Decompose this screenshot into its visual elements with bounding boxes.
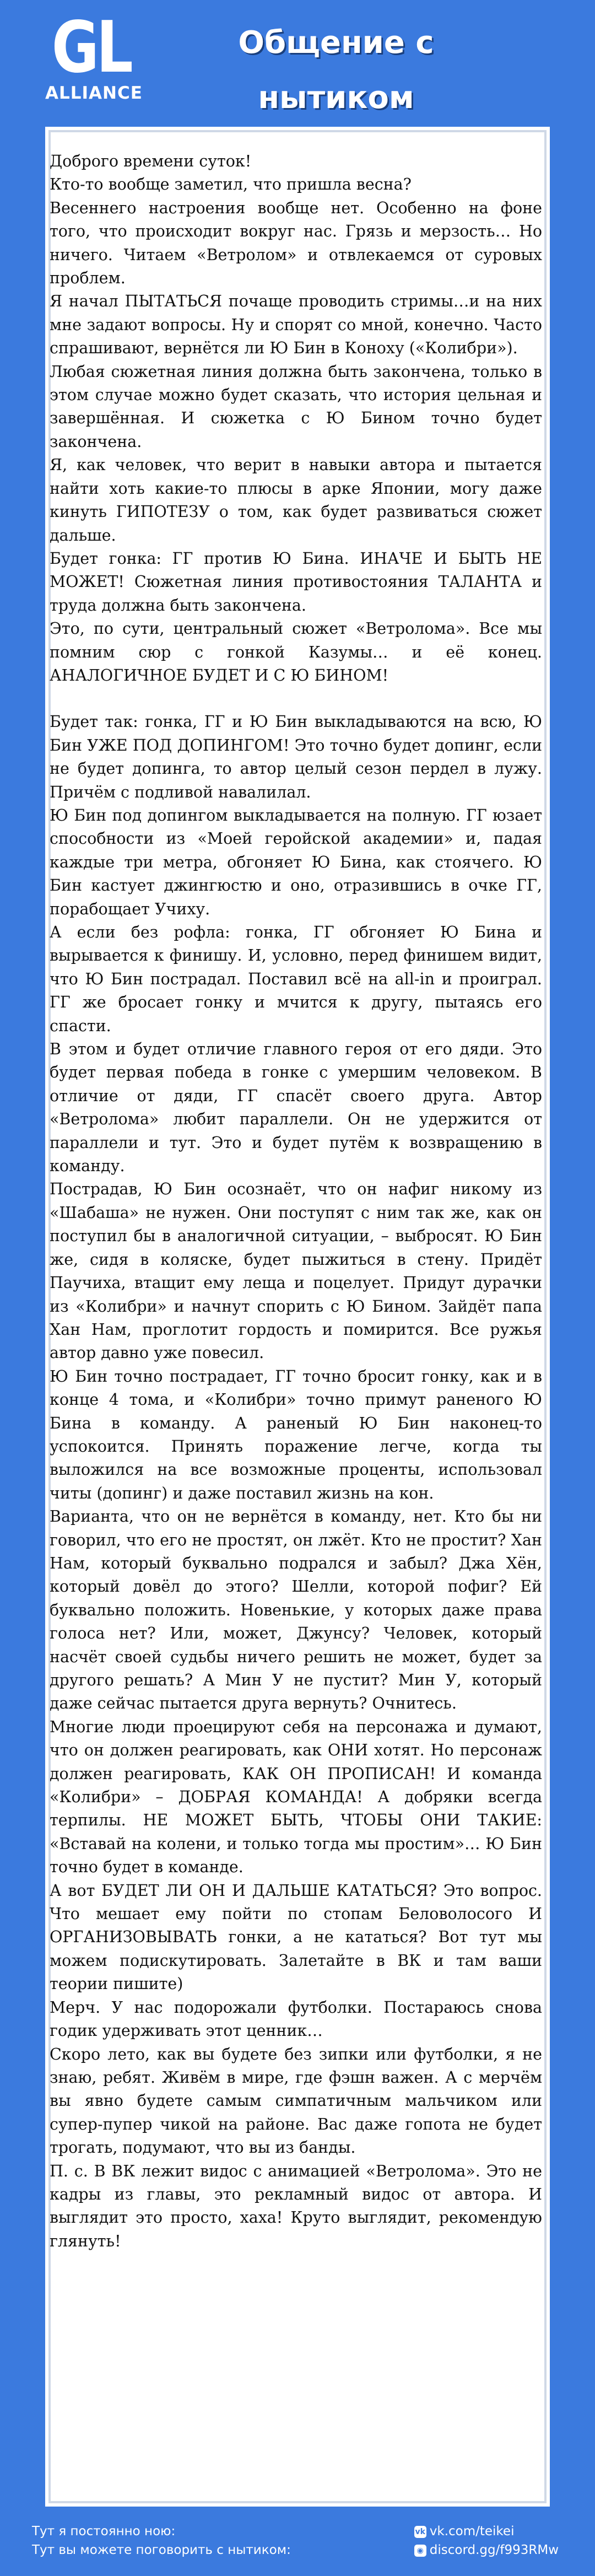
logo-sub-text: ALLIANCE bbox=[45, 83, 143, 103]
footer-caption-vk: Тут я постоянно ною: bbox=[32, 2524, 176, 2539]
paragraph: Ю Бин точно пострадает, ГГ точно бросит гонку, как и в конце 4 тома, и «Колибри» точно примут раненого Ю Бина в команду. А раненый Ю Бин наконец-то успокоится. Принять поражение легче, когда ты выложился на все возможные проценты, использовал читы (допинг) и даже поставил жизнь на кон. bbox=[50, 1367, 542, 1502]
vk-link[interactable] bbox=[414, 2522, 559, 2541]
paragraph: Будет гонка: ГГ против Ю Бина. ИНАЧЕ И БЫТЬ НЕ МОЖЕТ! Сюжетная линия противостояния ТАЛАНТА и труда должна быть закончена. bbox=[50, 549, 542, 615]
paragraph: Скоро лето, как вы будете без зипки или футболки, я не знаю, ребят. Живём в мире, где фэшн важен. А с мерчём вы явно будете самым симпатичным мальчиком или супер-пупер чикой на районе. Вас даже гопота не будет трогать, подумают, что вы из банды. bbox=[50, 2045, 542, 2157]
paragraph: Пострадав, Ю Бин осознаёт, что он нафиг никому из «Шабаша» не нужен. Они поступят с ним так же, как он поступил бы в аналогичной ситуации, – выбросят. Ю Бин же, сидя в коляске, будет пыжиться в стену. Придёт Паучиха, втащит ему леща и поцелует. Придут дурачки из «Колибри» и начнут спорить с Ю Бином. Зайдёт папа Хан Нам, проглотит гордость и помирится. Все ружья автор давно уже повесил. bbox=[50, 1180, 542, 1362]
paragraph: Я начал ПЫТАТЬСЯ почаще проводить стримы…и на них мне задают вопросы. Ну и спорят со мной, конечно. Часто спрашивают, вернётся ли Ю Бин в Коноху («Колибри»). bbox=[50, 292, 542, 358]
paragraph: Будет так: гонка, ГГ и Ю Бин выкладываются на всю, Ю Бин УЖЕ ПОД ДОПИНГОМ! Это точно будет допинг, если не будет допинга, то автор целый сезон пердел в лужу. Причём с подливой навалилал. bbox=[50, 713, 542, 801]
vk-link-text: vk.com/teikei bbox=[429, 2524, 515, 2539]
paragraph: Варианта, что он не вернётся в команду, нет. Кто бы ни говорил, что его не простят, он лжёт. Кто не простит? Хан Нам, который буквально подрался и забыл? Джа Хён, который довёл до этого? Шелли, которой пофиг? Ей буквально положить. Новенькие, у которых даже права голоса нет? Или, может, Джунсу? Человек, который насчёт своей судьбы ничего решить не может, будет за другого решать? А Мин У не пустит? Мин У, который даже сейчас пытается друга вернуть? Очнитесь. bbox=[50, 1507, 542, 1713]
paragraph: Многие люди проецируют себя на персонажа и думают, что он должен реагировать, как ОНИ хотят. Но персонаж должен реагировать, КАК ОН ПРОПИСАН! И команда «Колибри» – ДОБРАЯ КОМАНДА! А добряки всегда терпилы. НЕ МОЖЕТ БЫТЬ, ЧТОБЫ ОНИ ТАКИЕ: «Вставай на колени, и только тогда мы простим»… Ю Бин точно будет в команде. bbox=[50, 1717, 542, 1877]
discord-link[interactable] bbox=[414, 2541, 559, 2559]
paragraph: Мерч. У нас подорожали футболки. Постараюсь снова годик удерживать этот ценник… bbox=[50, 1998, 542, 2040]
footer-caption-discord: Тут вы можете поговорить с нытиком: bbox=[32, 2543, 291, 2557]
discord-link-text: discord.gg/f993RMw bbox=[429, 2543, 559, 2557]
gl-alliance-logo bbox=[45, 7, 143, 117]
footer-captions bbox=[32, 2522, 291, 2559]
discord-icon: ◉ bbox=[414, 2545, 426, 2557]
footer-links bbox=[414, 2522, 559, 2559]
paragraph: В этом и будет отличие главного героя от его дяди. Это будет первая победа в гонке с умершим человеком. В отличие от дяди, ГГ спасёт своего друга. Автор «Ветролома» любит параллели. Он не удержится от параллели и тут. Это и будет путём к возвращению в команду. bbox=[50, 1040, 542, 1176]
paragraph: Любая сюжетная линия должна быть закончена, только в этом случае можно будет сказать, что история цельная и завершённая. И сюжетка с Ю Бином точно будет закончена. bbox=[50, 362, 542, 451]
paragraph: Это, по сути, центральный сюжет «Ветролома». Все мы помним сюр с гонкой Казумы… и её конец. АНАЛОГИЧНОЕ БУДЕТ И С Ю БИНОМ! bbox=[50, 619, 542, 685]
paragraph: Я, как человек, что верит в навыки автора и пытается найти хоть какие-то плюсы в арке Японии, могу даже кинуть ГИПОТЕЗУ о том, как будет развиваться сюжет дальше. bbox=[50, 456, 542, 545]
content-panel bbox=[45, 127, 550, 2507]
header bbox=[0, 0, 595, 127]
paragraph: Весеннего настроения вообще нет. Особенно на фоне того, что происходит вокруг нас. Грязь и мерзость… Но ничего. Читаем «Ветролом» и отвлекаемся от суровых проблем. bbox=[50, 198, 542, 288]
paragraph: Доброго времени суток! bbox=[50, 152, 252, 170]
paragraph: А если без рофла: гонка, ГГ обгоняет Ю Бина и вырывается к финишу. И, условно, перед финишем видит, что Ю Бин пострадал. Поставил всё на all-in и проиграл. ГГ же бросает гонку и мчится к другу, пытаясь его спасти. bbox=[50, 923, 542, 1035]
article-text bbox=[50, 150, 542, 2253]
footer bbox=[0, 2507, 595, 2576]
vk-icon: vk bbox=[414, 2526, 426, 2538]
paragraph: Кто-то вообще заметил, что пришла весна? bbox=[50, 175, 412, 194]
paragraph: П. с. В ВК лежит видос с анимацией «Ветролома». Это не кадры из главы, это рекламный видос от автора. И выглядит это просто, хаха! Круто выглядит, рекомендую глянуть! bbox=[50, 2162, 542, 2250]
logo-main-text: GL bbox=[51, 7, 131, 89]
paragraph: А вот БУДЕТ ЛИ ОН И ДАЛЬШЕ КАТАТЬСЯ? Это вопрос. Что мешает ему пойти по стопам Беловолосого И ОРГАНИЗОВЫВАТЬ гонки, а не кататься? Вот тут мы можем подискутировать. Залетайте в ВК и там ваши теории пишите) bbox=[50, 1881, 542, 1993]
page-title: Общение с нытиком bbox=[238, 25, 434, 116]
paragraph: Ю Бин под допингом выкладывается на полную. ГГ юзает способности из «Моей геройской академии» и, падая каждые три метра, обгоняет Ю Бина, как стоячего. Ю Бин кастует джингюстю и оно, отразившись в очке ГГ, порабощает Учиху. bbox=[50, 806, 542, 918]
